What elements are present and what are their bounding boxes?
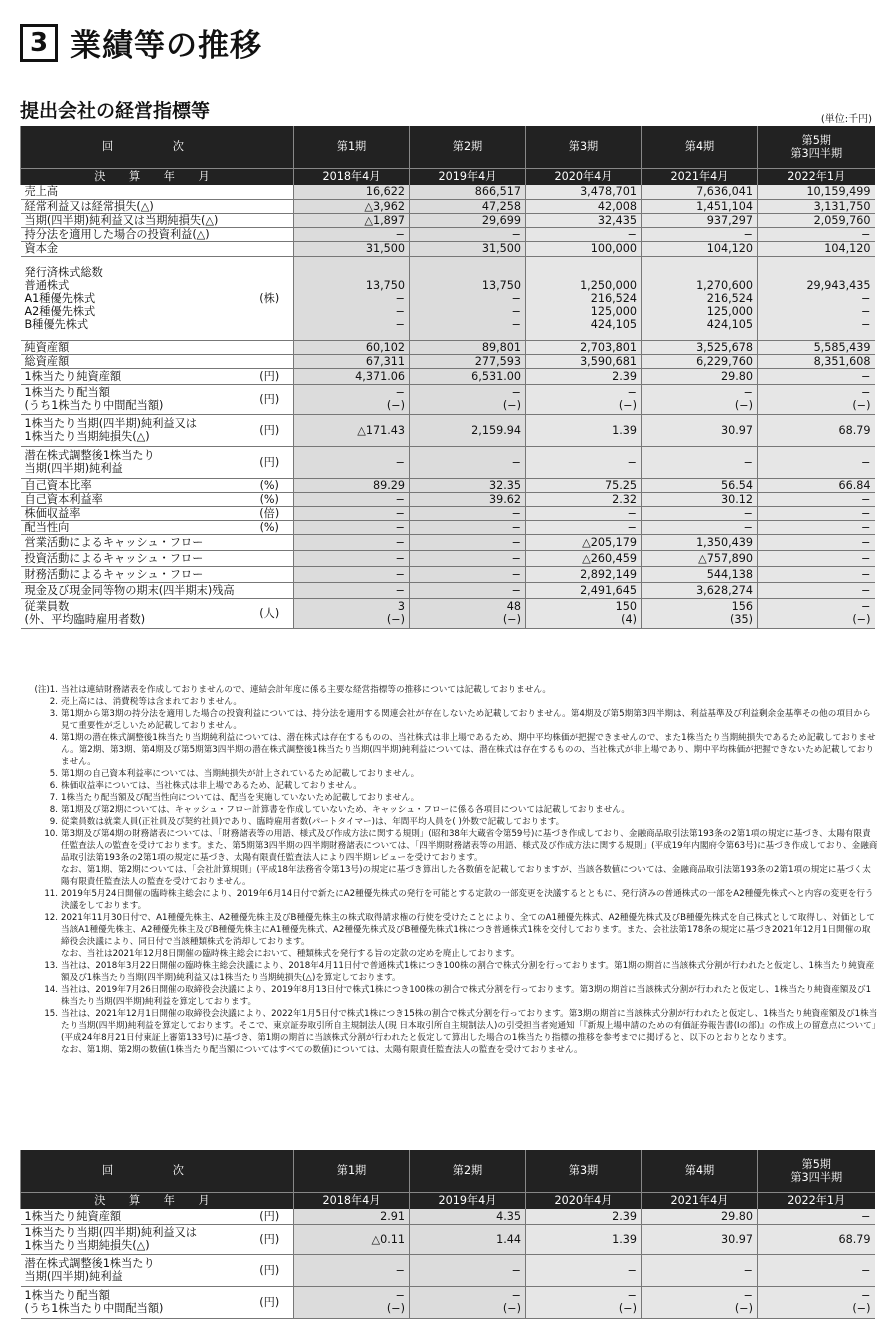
- cell-period-2: 47,258: [410, 199, 526, 213]
- row-unit: [246, 582, 294, 598]
- note-item: [20, 816, 878, 828]
- cell-period-5: −: [758, 566, 875, 582]
- table-row: [21, 340, 875, 354]
- cell-period-5: − (−): [758, 1286, 875, 1318]
- note-text: 当社は、2021年12月1日開催の取締役会決議により、2022年1月5日付で株式1株につき15株の割合で株式分割を行っております。第3期の期首に当該株式分割が行われたと仮定し、1株当たり純資産額及び1株当たり当期(四半期)純利益を算定しております。そこで、東京証券取引所自主規制法人(現 日本取引所自主規制法人)の引受担当者宛通知「『新規上場申請のための有価証券報告書(Iの部)』の作成上の留意点について」(平成24年8月21日付東証上審第133号)に基づき、第1期の期首に当該株式分割が行われたと仮定して算出した場合の1株当たり指標の推移を参考までに掲げると、以下のとおりとなります。 なお、第1期、第2期の数値(1株当たり配当額についてはすべての数値)については、太陽有限責任監査法人の監査を受けておりません。: [61, 1009, 878, 1055]
- header-fiscal-1: 2018年4月: [294, 1192, 410, 1209]
- header-period-3: 第3期: [526, 126, 642, 168]
- cell-period-5: 68.79: [758, 414, 875, 446]
- table-row: [21, 213, 875, 227]
- cell-period-3: 42,008: [526, 199, 642, 213]
- note-item: [20, 912, 878, 960]
- cell-period-5: −: [758, 368, 875, 384]
- cell-period-4: 544,138: [642, 566, 758, 582]
- cell-period-1: 89.29: [294, 478, 410, 492]
- table-row: [21, 582, 875, 598]
- cell-period-3: − (−): [526, 384, 642, 414]
- row-label: 営業活動によるキャッシュ・フロー: [21, 534, 246, 550]
- table-row: [21, 598, 875, 628]
- cell-period-5: 104,120: [758, 241, 875, 256]
- section-heading: [20, 20, 262, 65]
- note-text: 第1期及び第2期については、キャッシュ・フロー計算書を作成していないため、キャッシュ・フローに係る各項目については記載しておりません。: [61, 805, 631, 815]
- per-share-indicators-table: [20, 1150, 875, 1319]
- cell-period-1: −: [294, 566, 410, 582]
- cell-period-5: 2,059,760: [758, 213, 875, 227]
- note-text: 第1期の自己資本利益率については、当期純損失が計上されているため記載しておりません。: [61, 769, 420, 779]
- row-unit: (円): [246, 1224, 294, 1254]
- row-label: 1株当たり配当額 (うち1株当たり中間配当額): [21, 384, 246, 414]
- cell-period-3: −: [526, 506, 642, 520]
- header-period-label: 回 次: [21, 1150, 294, 1192]
- header-period-1: 第1期: [294, 126, 410, 168]
- cell-period-2: 13,750 − − −: [410, 256, 526, 340]
- note-item: [20, 828, 878, 888]
- cell-period-2: 39.62: [410, 492, 526, 506]
- cell-period-4: 7,636,041: [642, 185, 758, 199]
- note-text: 当社は、2018年3月22日開催の臨時株主総会決議により、2018年4月11日付で普通株式1株につき100株の割合で株式分割を行っております。第1期の期首に当該株式分割が行われたと仮定し、1株当たり純資産額及び1株当たり当期(四半期)純利益又は1株当たり当期純損失(△)を算定しております。: [61, 961, 875, 983]
- cell-period-5: −: [758, 492, 875, 506]
- header-fiscal-2: 2019年4月: [410, 1192, 526, 1209]
- cell-period-4: − (−): [642, 1286, 758, 1318]
- cell-period-5: 66.84: [758, 478, 875, 492]
- row-label: 1株当たり当期(四半期)純利益又は 1株当たり当期純損失(△): [21, 414, 246, 446]
- note-number: 6.: [49, 781, 58, 791]
- cell-period-1: − (−): [294, 384, 410, 414]
- note-number: 15.: [44, 1009, 58, 1019]
- cell-period-4: −: [642, 506, 758, 520]
- row-unit: [246, 213, 294, 227]
- note-text: 第1期から第3期の持分法を適用した場合の投資利益については、持分法を適用する関連会社が存在しないため記載しておりません。第4期及び第5期第3四半期は、利益基準及び利益剰余金基準その他の項目から見て重要性が乏しいため記載しておりません。: [61, 709, 871, 731]
- cell-period-2: 866,517: [410, 185, 526, 199]
- financial-indicators-table: [20, 126, 875, 629]
- cell-period-3: 1.39: [526, 414, 642, 446]
- note-item: [20, 984, 878, 1008]
- cell-period-4: 56.54: [642, 478, 758, 492]
- cell-period-3: 2.39: [526, 368, 642, 384]
- cell-period-1: −: [294, 492, 410, 506]
- note-item: [20, 732, 878, 768]
- cell-period-4: 29.80: [642, 1209, 758, 1224]
- cell-period-5: 29,943,435 − − −: [758, 256, 875, 340]
- cell-period-1: △3,962: [294, 199, 410, 213]
- table-row: [21, 185, 875, 199]
- note-item: [20, 804, 878, 816]
- cell-period-1: − (−): [294, 1286, 410, 1318]
- cell-period-4: 1,270,600 216,524 125,000 424,105: [642, 256, 758, 340]
- row-label: 資本金: [21, 241, 246, 256]
- cell-period-2: 48 (−): [410, 598, 526, 628]
- note-number: 2.: [49, 697, 58, 707]
- header-fiscal-4: 2021年4月: [642, 168, 758, 185]
- cell-period-5: −: [758, 520, 875, 534]
- note-number: 9.: [49, 817, 58, 827]
- cell-period-4: 30.12: [642, 492, 758, 506]
- cell-period-4: −: [642, 1254, 758, 1286]
- row-label: 純資産額: [21, 340, 246, 354]
- note-number: 8.: [49, 805, 58, 815]
- row-unit: (円): [246, 414, 294, 446]
- header-period-4: 第4期: [642, 126, 758, 168]
- row-label: 現金及び現金同等物の期末(四半期末)残高: [21, 582, 246, 598]
- cell-period-4: 156 (35): [642, 598, 758, 628]
- row-unit: [246, 185, 294, 199]
- cell-period-4: 29.80: [642, 368, 758, 384]
- table-row: [21, 241, 875, 256]
- row-unit: (株): [246, 256, 294, 340]
- cell-period-2: −: [410, 550, 526, 566]
- cell-period-3: 1,250,000 216,524 125,000 424,105: [526, 256, 642, 340]
- table-row: [21, 354, 875, 368]
- note-text: 2019年5月24日開催の臨時株主総会により、2019年6月14日付で新たにA2種優先株式の発行を可能とする定款の一部変更を決議するとともに、発行済みの普通株式の一部をA2種優先株式へと内容の変更を行う決議をしております。: [61, 889, 874, 911]
- cell-period-5: −: [758, 1209, 875, 1224]
- table-row: [21, 256, 875, 340]
- cell-period-1: −: [294, 582, 410, 598]
- cell-period-3: 3,478,701: [526, 185, 642, 199]
- cell-period-1: −: [294, 446, 410, 478]
- cell-period-1: −: [294, 1254, 410, 1286]
- cell-period-1: 31,500: [294, 241, 410, 256]
- row-unit: [246, 534, 294, 550]
- note-item: [20, 684, 878, 696]
- cell-period-5: −: [758, 506, 875, 520]
- cell-period-3: 3,590,681: [526, 354, 642, 368]
- row-label: 株価収益率: [21, 506, 246, 520]
- cell-period-4: −: [642, 520, 758, 534]
- section-number: 3: [20, 24, 58, 62]
- cell-period-2: −: [410, 446, 526, 478]
- cell-period-5: −: [758, 446, 875, 478]
- note-text: 当社は、2019年7月26日開催の取締役会決議により、2019年8月13日付で株式1株につき100株の割合で株式分割を行っております。第3期の期首に当該株式分割が行われたと仮定し、1株当たり純資産額及び1株当たり当期(四半期)純利益を算定しております。: [61, 985, 872, 1007]
- cell-period-1: 2.91: [294, 1209, 410, 1224]
- note-number: 4.: [49, 733, 58, 743]
- cell-period-2: 6,531.00: [410, 368, 526, 384]
- cell-period-2: 1.44: [410, 1224, 526, 1254]
- table-row: [21, 1224, 875, 1254]
- cell-period-5: −: [758, 1254, 875, 1286]
- note-item: [20, 888, 878, 912]
- note-item: [20, 1008, 878, 1056]
- note-number: 12.: [44, 913, 58, 923]
- note-text: 株価収益率については、当社株式は非上場であるため、記載しておりません。: [61, 781, 362, 791]
- cell-period-4: 30.97: [642, 1224, 758, 1254]
- table-row: [21, 368, 875, 384]
- note-number: (注)1.: [34, 685, 58, 695]
- page-title: 業績等の推移: [70, 28, 262, 64]
- cell-period-5: 10,159,499: [758, 185, 875, 199]
- row-label: 投資活動によるキャッシュ・フロー: [21, 550, 246, 566]
- cell-period-4: 6,229,760: [642, 354, 758, 368]
- table-row: [21, 1209, 875, 1224]
- header-period-4: 第4期: [642, 1150, 758, 1192]
- table-row: [21, 520, 875, 534]
- cell-period-2: −: [410, 227, 526, 241]
- cell-period-3: 32,435: [526, 213, 642, 227]
- note-item: [20, 768, 878, 780]
- note-item: [20, 780, 878, 792]
- cell-period-2: 32.35: [410, 478, 526, 492]
- row-label: 潜在株式調整後1株当たり 当期(四半期)純利益: [21, 1254, 246, 1286]
- header-fiscal-3: 2020年4月: [526, 168, 642, 185]
- header-period-2: 第2期: [410, 126, 526, 168]
- row-unit: (%): [246, 520, 294, 534]
- cell-period-5: 8,351,608: [758, 354, 875, 368]
- cell-period-1: △1,897: [294, 213, 410, 227]
- header-period-label: 回 次: [21, 126, 294, 168]
- cell-period-1: 4,371.06: [294, 368, 410, 384]
- cell-period-3: −: [526, 1254, 642, 1286]
- cell-period-1: −: [294, 550, 410, 566]
- row-unit: (%): [246, 492, 294, 506]
- cell-period-1: −: [294, 506, 410, 520]
- row-label: 1株当たり純資産額: [21, 368, 246, 384]
- row-label: 売上高: [21, 185, 246, 199]
- note-number: 13.: [44, 961, 58, 971]
- row-label: 潜在株式調整後1株当たり 当期(四半期)純利益: [21, 446, 246, 478]
- row-label: 1株当たり純資産額: [21, 1209, 246, 1224]
- cell-period-1: −: [294, 520, 410, 534]
- row-unit: [246, 199, 294, 213]
- row-label: 財務活動によるキャッシュ・フロー: [21, 566, 246, 582]
- header-fiscal-5: 2022年1月: [758, 168, 875, 185]
- note-text: 従業員数は就業人員(正社員及び契約社員)であり、臨時雇用者数(パートタイマー)は、年間平均人員を( )外数で記載しております。: [61, 817, 565, 827]
- table-row: [21, 227, 875, 241]
- cell-period-3: △205,179: [526, 534, 642, 550]
- table-row: [21, 1254, 875, 1286]
- cell-period-4: −: [642, 446, 758, 478]
- row-unit: (円): [246, 446, 294, 478]
- cell-period-2: 31,500: [410, 241, 526, 256]
- table-row: [21, 446, 875, 478]
- row-unit: (人): [246, 598, 294, 628]
- note-item: [20, 792, 878, 804]
- row-unit: (円): [246, 1209, 294, 1224]
- row-unit: (円): [246, 1254, 294, 1286]
- row-label: 発行済株式総数 普通株式 A1種優先株式 A2種優先株式 B種優先株式: [21, 256, 246, 340]
- table-row: [21, 414, 875, 446]
- cell-period-1: △171.43: [294, 414, 410, 446]
- table-row: [21, 384, 875, 414]
- cell-period-5: −: [758, 550, 875, 566]
- cell-period-4: 937,297: [642, 213, 758, 227]
- cell-period-3: 100,000: [526, 241, 642, 256]
- cell-period-4: 3,628,274: [642, 582, 758, 598]
- cell-period-3: 1.39: [526, 1224, 642, 1254]
- note-text: 第1期の潜在株式調整後1株当たり当期純利益については、潜在株式は存在するものの、当社株式は非上場であるため、期中平均株価が把握できませんので、また1株当たり当期純損失であるため記載しておりません。第2期、第3期、第4期及び第5期第3四半期の潜在株式調整後1株当たり当期(四半期)純利益については、潜在株式は存在するものの、当社株式が非上場であり、期中平均株価が把握できないため記載しておりません。: [61, 733, 876, 767]
- note-text: 売上高には、消費税等は含まれておりません。: [61, 697, 242, 707]
- table-row: [21, 478, 875, 492]
- row-unit: (円): [246, 368, 294, 384]
- row-unit: [246, 241, 294, 256]
- row-unit: (円): [246, 384, 294, 414]
- header-fiscal-2: 2019年4月: [410, 168, 526, 185]
- cell-period-4: 104,120: [642, 241, 758, 256]
- table-row: [21, 550, 875, 566]
- note-item: [20, 960, 878, 984]
- note-text: 第3期及び第4期の財務諸表については、「財務諸表等の用語、様式及び作成方法に関する規則」(昭和38年大蔵省令第59号)に基づき作成しており、金融商品取引法第193条の2第1項の規定に基づき、太陽有限責任監査法人の監査を受けております。また、第5期第3四半期の四半期財務諸表については、「四半期財務諸表等の用語、様式及び作成方法に関する規則」(平成19年内閣府令第63号)に基づき作成しており、金融商品取引法第193条の2第1項の規定に基づき、太陽有限責任監査法人により四半期レビューを受けております。 なお、第1期、第2期については、「会社計算規則」(平成18年法務省令第13号)の規定に基づき算出した各数値を記載しておりますが、当該各数値については、金融商品取引法第193条の2第1項の規定に基づく太陽有限責任監査法人の監査を受けておりません。: [61, 829, 878, 887]
- cell-period-5: −: [758, 582, 875, 598]
- cell-period-1: −: [294, 534, 410, 550]
- header-fiscal-label: 決 算 年 月: [21, 168, 294, 185]
- table-row: [21, 1286, 875, 1318]
- cell-period-1: △0.11: [294, 1224, 410, 1254]
- note-text: 2021年11月30日付で、A1種優先株主、A2種優先株主及びB種優先株主の株式取得請求権の行使を受けたことにより、全てのA1種優先株式、A2種優先株式及びB種優先株式を自己株式として取得し、対価として当該A1種優先株主、A2種優先株主及びB種優先株主にA1種優先株式、A2種優先株式及びB種優先株式1株につき普通株式1株を交付しております。また、会社法第178条の規定に基づき2021年12月1日開催の取締役会決議により、同日付で当該種類株式を消却しております。 なお、当社は2021年12月8日開催の臨時株主総会において、種類株式を発行する旨の定款の定めを廃止しております。: [61, 913, 876, 959]
- table-row: [21, 534, 875, 550]
- header-period-3: 第3期: [526, 1150, 642, 1192]
- cell-period-5: − (−): [758, 598, 875, 628]
- header-fiscal-3: 2020年4月: [526, 1192, 642, 1209]
- cell-period-3: − (−): [526, 1286, 642, 1318]
- cell-period-4: 1,451,104: [642, 199, 758, 213]
- cell-period-3: 2,491,645: [526, 582, 642, 598]
- cell-period-1: −: [294, 227, 410, 241]
- cell-period-1: 60,102: [294, 340, 410, 354]
- cell-period-5: 5,585,439: [758, 340, 875, 354]
- unit-note: (単位:千円): [820, 114, 872, 125]
- cell-period-3: 2.32: [526, 492, 642, 506]
- note-number: 10.: [44, 829, 58, 839]
- cell-period-5: 3,131,750: [758, 199, 875, 213]
- row-unit: (%): [246, 478, 294, 492]
- table-subtitle: 提出会社の経営指標等: [20, 100, 211, 122]
- cell-period-2: − (−): [410, 384, 526, 414]
- row-unit: [246, 566, 294, 582]
- cell-period-2: −: [410, 506, 526, 520]
- cell-period-3: △260,459: [526, 550, 642, 566]
- notes-section: [20, 684, 878, 1056]
- cell-period-5: − (−): [758, 384, 875, 414]
- cell-period-2: 2,159.94: [410, 414, 526, 446]
- cell-period-3: 75.25: [526, 478, 642, 492]
- cell-period-2: 4.35: [410, 1209, 526, 1224]
- cell-period-2: −: [410, 1254, 526, 1286]
- header-period-5: 第5期 第3四半期: [758, 1150, 875, 1192]
- note-number: 7.: [49, 793, 58, 803]
- cell-period-4: 3,525,678: [642, 340, 758, 354]
- row-label: 1株当たり配当額 (うち1株当たり中間配当額): [21, 1286, 246, 1318]
- note-number: 11.: [44, 889, 58, 899]
- note-item: [20, 696, 878, 708]
- header-fiscal-5: 2022年1月: [758, 1192, 875, 1209]
- cell-period-2: 277,593: [410, 354, 526, 368]
- cell-period-4: 30.97: [642, 414, 758, 446]
- cell-period-3: −: [526, 227, 642, 241]
- cell-period-2: − (−): [410, 1286, 526, 1318]
- cell-period-2: 89,801: [410, 340, 526, 354]
- row-label: 配当性向: [21, 520, 246, 534]
- note-number: 5.: [49, 769, 58, 779]
- row-label: 自己資本利益率: [21, 492, 246, 506]
- table-row: [21, 566, 875, 582]
- cell-period-3: 2,703,801: [526, 340, 642, 354]
- row-label: 当期(四半期)純利益又は当期純損失(△): [21, 213, 246, 227]
- note-text: 1株当たり配当額及び配当性向については、配当を実施していないため記載しておりません。: [61, 793, 420, 803]
- table-row: [21, 506, 875, 520]
- row-unit: [246, 550, 294, 566]
- table-row: [21, 492, 875, 506]
- cell-period-4: −: [642, 227, 758, 241]
- row-unit: [246, 354, 294, 368]
- table-row: [21, 199, 875, 213]
- row-unit: [246, 227, 294, 241]
- cell-period-2: −: [410, 520, 526, 534]
- row-unit: [246, 340, 294, 354]
- note-number: 14.: [44, 985, 58, 995]
- cell-period-1: 16,622: [294, 185, 410, 199]
- cell-period-4: △757,890: [642, 550, 758, 566]
- row-unit: (円): [246, 1286, 294, 1318]
- cell-period-3: −: [526, 446, 642, 478]
- row-label: 経常利益又は経常損失(△): [21, 199, 246, 213]
- cell-period-3: 150 (4): [526, 598, 642, 628]
- header-fiscal-4: 2021年4月: [642, 1192, 758, 1209]
- header-period-1: 第1期: [294, 1150, 410, 1192]
- cell-period-5: −: [758, 534, 875, 550]
- note-number: 3.: [49, 709, 58, 719]
- header-fiscal-1: 2018年4月: [294, 168, 410, 185]
- cell-period-2: 29,699: [410, 213, 526, 227]
- row-label: 総資産額: [21, 354, 246, 368]
- cell-period-3: 2,892,149: [526, 566, 642, 582]
- cell-period-3: 2.39: [526, 1209, 642, 1224]
- header-fiscal-label: 決 算 年 月: [21, 1192, 294, 1209]
- cell-period-1: 13,750 − − −: [294, 256, 410, 340]
- row-unit: (倍): [246, 506, 294, 520]
- row-label: 持分法を適用した場合の投資利益(△): [21, 227, 246, 241]
- cell-period-4: − (−): [642, 384, 758, 414]
- cell-period-1: 3 (−): [294, 598, 410, 628]
- header-period-5: 第5期 第3四半期: [758, 126, 875, 168]
- cell-period-4: 1,350,439: [642, 534, 758, 550]
- row-label: 従業員数 (外、平均臨時雇用者数): [21, 598, 246, 628]
- cell-period-5: −: [758, 227, 875, 241]
- header-period-2: 第2期: [410, 1150, 526, 1192]
- cell-period-2: −: [410, 534, 526, 550]
- cell-period-2: −: [410, 566, 526, 582]
- note-item: [20, 708, 878, 732]
- note-text: 当社は連結財務諸表を作成しておりませんので、連結会計年度に係る主要な経営指標等の推移については記載しておりません。: [61, 685, 552, 695]
- row-label: 1株当たり当期(四半期)純利益又は 1株当たり当期純損失(△): [21, 1224, 246, 1254]
- cell-period-1: 67,311: [294, 354, 410, 368]
- row-label: 自己資本比率: [21, 478, 246, 492]
- cell-period-5: 68.79: [758, 1224, 875, 1254]
- cell-period-3: −: [526, 520, 642, 534]
- cell-period-2: −: [410, 582, 526, 598]
